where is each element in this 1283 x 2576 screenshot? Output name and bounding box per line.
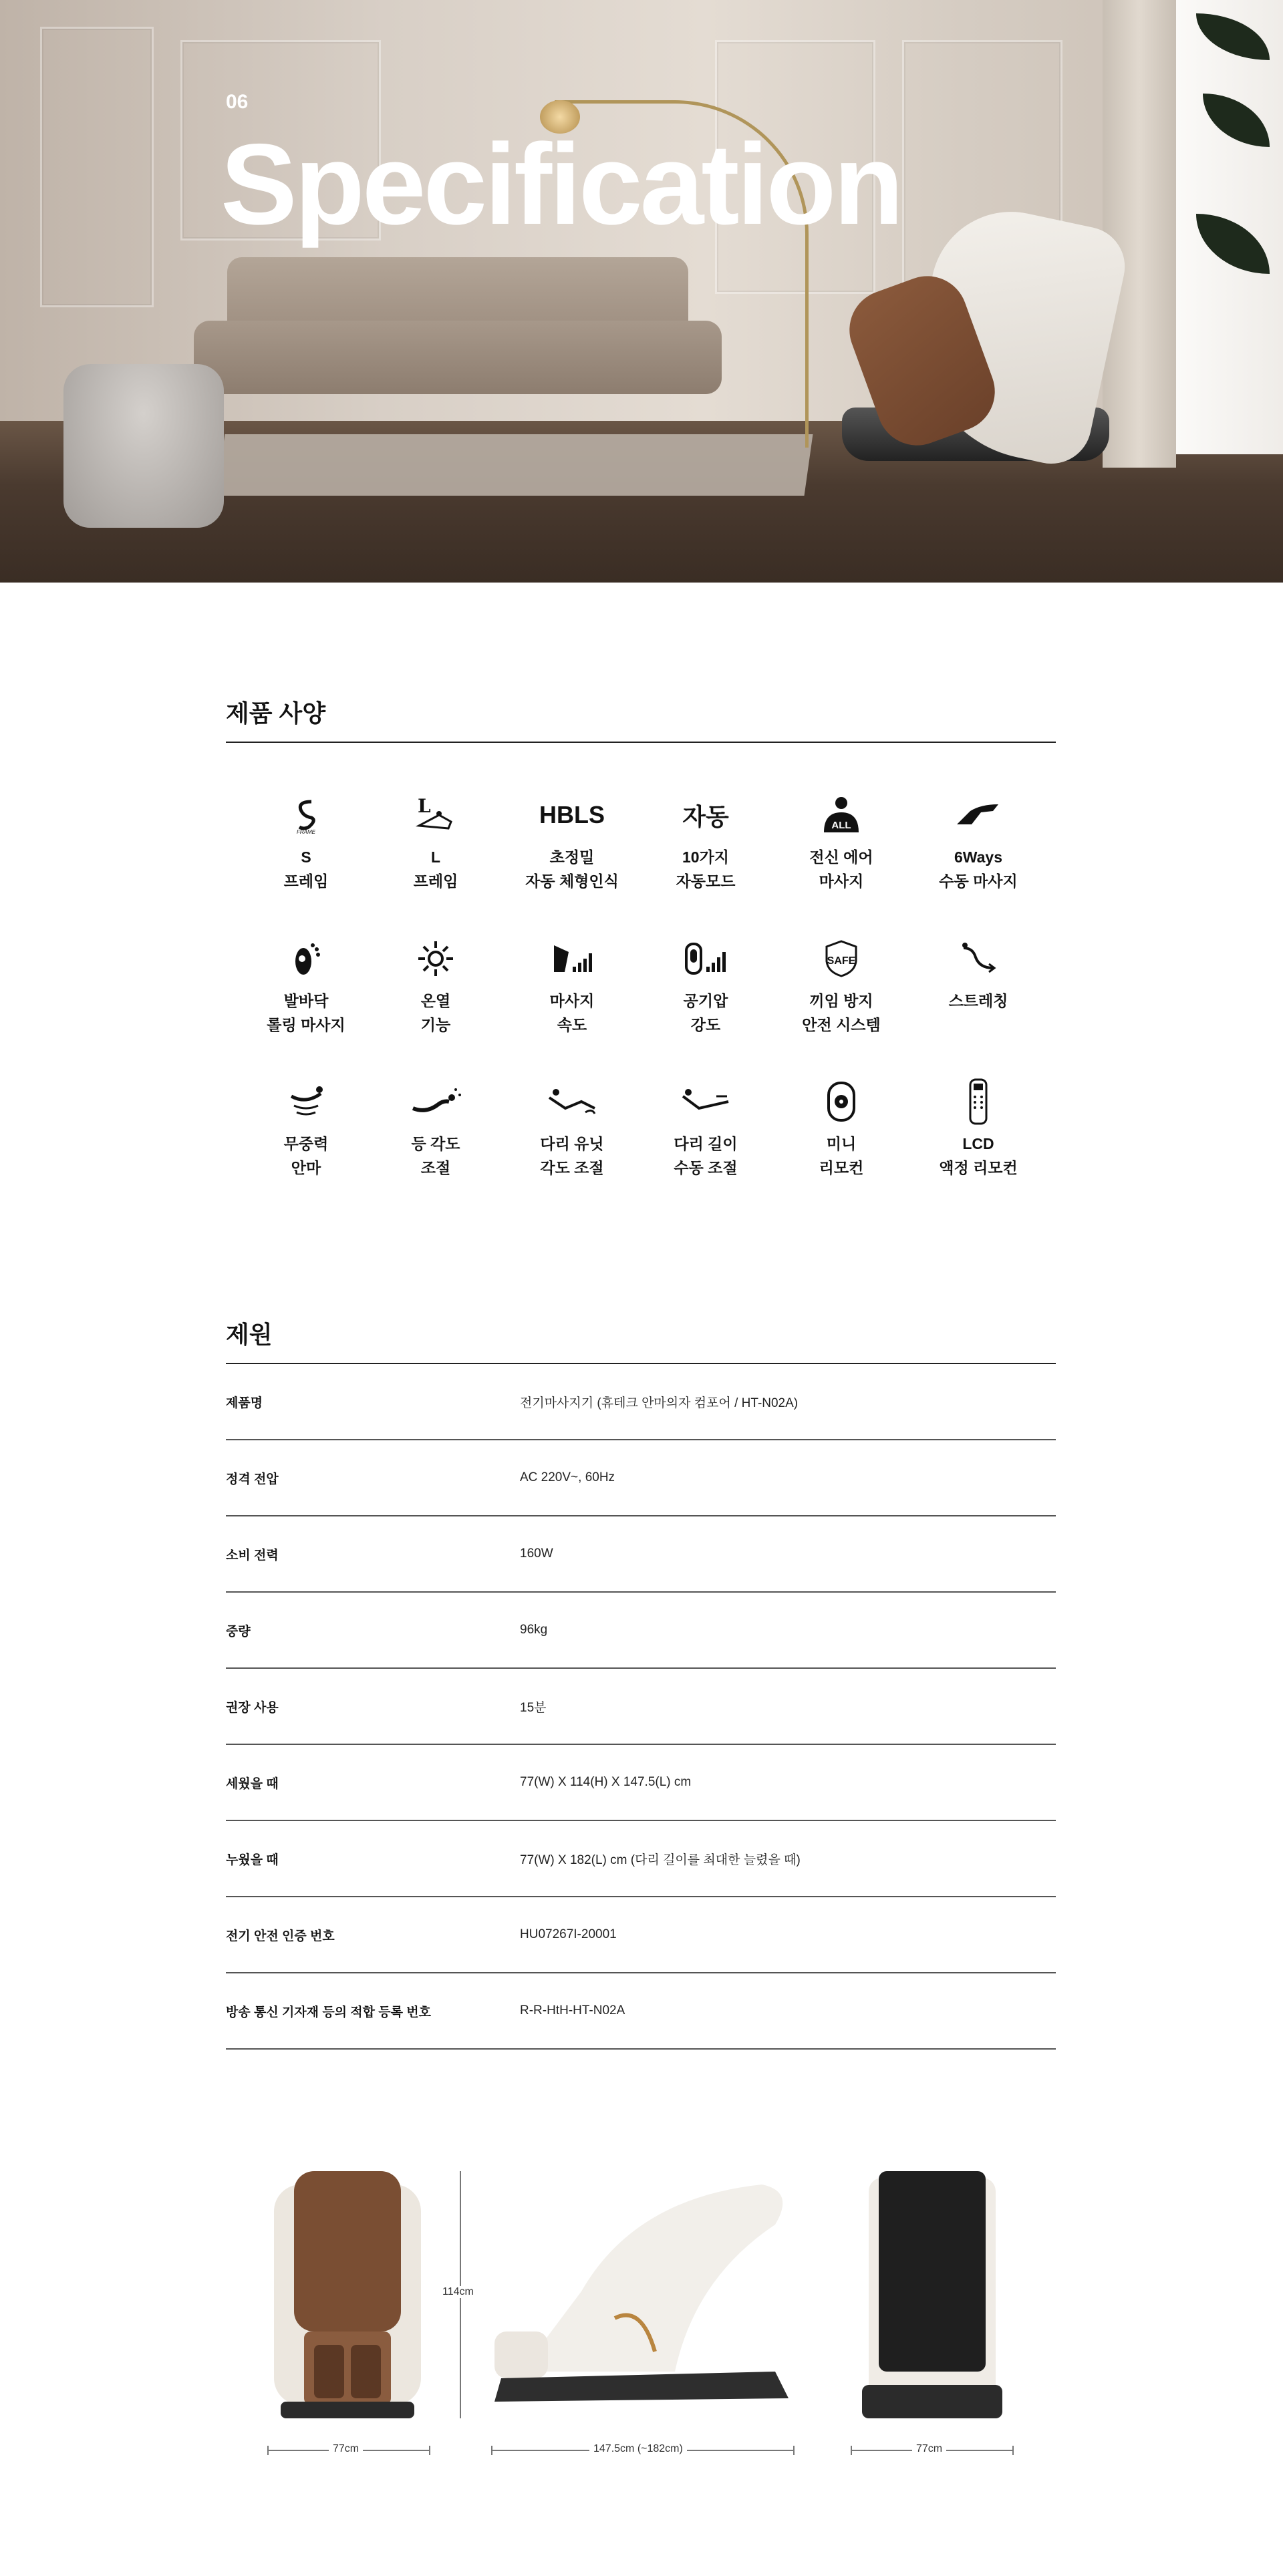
feature-label-line1: 마사지: [549, 992, 595, 1009]
mini-remote-icon: [774, 1078, 908, 1125]
wall-panel: [40, 27, 154, 307]
feature-label-line1: 미니: [826, 1135, 857, 1152]
spec-label: 세웠을 때: [226, 1776, 279, 1791]
feature-label-line2: 자동 체형인식: [525, 872, 619, 890]
spec-row: [226, 1821, 1056, 1897]
dim-tick: [429, 2446, 430, 2455]
dim-tick: [267, 2446, 269, 2455]
dim-tick: [1012, 2446, 1014, 2455]
feature-label-line1: 스트레칭: [948, 992, 1008, 1009]
feature-icon-text: 자동: [682, 802, 729, 830]
feature-label-line1: 끼임 방지: [809, 992, 873, 1009]
lcd-remote-icon: [911, 1078, 1045, 1125]
feature-label-line2: 속도: [557, 1016, 587, 1033]
svg-text:FRAME: FRAME: [297, 829, 315, 835]
feature-label-line2: 프레임: [283, 872, 329, 890]
spec-row: [226, 1669, 1056, 1745]
spec-row: [226, 1516, 1056, 1593]
feature-item: [239, 1078, 373, 1180]
pouf: [63, 364, 224, 528]
foot-roller-icon: [239, 935, 373, 982]
spec-label: 권장 사용: [226, 1700, 279, 1715]
feature-label-line2: 각도 조절: [540, 1159, 604, 1176]
spec-label: 중량: [226, 1624, 251, 1639]
feature-label-line1: LCD: [962, 1135, 994, 1152]
spec-value: AC 220V~, 60Hz: [520, 1470, 615, 1484]
feature-label-line2: 강도: [690, 1016, 721, 1033]
feature-icon-text: HBLS: [539, 801, 605, 828]
hbls-icon: [505, 792, 639, 838]
feature-item: [911, 1078, 1045, 1180]
spec-row: [226, 1973, 1056, 2050]
l-frame-icon: [369, 792, 503, 838]
front-width-label: 77cm: [329, 2443, 363, 2455]
spec-label: 소비 전력: [226, 1548, 279, 1563]
feature-item: [505, 1078, 639, 1180]
features-rule: [226, 742, 1056, 743]
spec-label: 전기 안전 인증 번호: [226, 1929, 335, 1943]
feature-label-line1: 초정밀: [549, 848, 595, 866]
feature-item: [774, 792, 908, 893]
massage-speed-icon: [505, 935, 639, 982]
spec-row: [226, 1593, 1056, 1669]
feature-item: [369, 792, 503, 893]
feature-label-line1: L: [430, 848, 441, 866]
spec-label: 방송 통신 기자재 등의 적합 등록 번호: [226, 2005, 431, 2020]
feature-label-line1: 10가지: [682, 848, 730, 866]
feature-label-line1: 전신 에어: [809, 848, 873, 866]
svg-text:SAFE: SAFE: [827, 955, 856, 967]
feature-label-line2: 수동 조절: [674, 1159, 738, 1176]
side-length-label: 147.5cm (~182cm): [589, 2443, 687, 2455]
feature-item: [639, 792, 772, 893]
features-heading: 제품 사양: [226, 699, 326, 727]
leg-angle-icon: [505, 1078, 639, 1125]
feature-label-line2: 안마: [291, 1159, 321, 1176]
feature-item: [639, 935, 772, 1037]
spec-row: [226, 1364, 1056, 1440]
feature-label-line2: 기능: [420, 1016, 451, 1033]
feature-label-line1: 온열: [420, 992, 451, 1009]
all-body-air-icon: [774, 792, 908, 838]
section-number: 06: [226, 91, 249, 113]
dim-tick: [491, 2446, 492, 2455]
feature-item: [774, 935, 908, 1037]
dim-tick: [851, 2446, 852, 2455]
feature-label-line2: 안전 시스템: [802, 1016, 881, 1033]
sofa-seat: [194, 321, 722, 394]
stretching-icon: [911, 935, 1045, 982]
back-angle-icon: [369, 1078, 503, 1125]
feature-label-line2: 마사지: [819, 872, 864, 890]
back-width-label: 77cm: [912, 2443, 946, 2455]
feature-label-line2: 프레임: [413, 872, 458, 890]
feature-label-line1: 다리 유닛: [540, 1135, 604, 1152]
side-view-image: [481, 2171, 802, 2412]
feature-label-line2: 조절: [420, 1159, 451, 1176]
feature-label-line2: 자동모드: [676, 872, 736, 890]
spec-row: [226, 1440, 1056, 1516]
spec-label: 누웠을 때: [226, 1853, 279, 1867]
spec-label: 정격 전압: [226, 1472, 279, 1486]
safe-icon: [774, 935, 908, 982]
spec-value: 15분: [520, 1700, 547, 1715]
feature-item: [369, 1078, 503, 1180]
feature-item: [239, 792, 373, 893]
spec-value: HU07267I-20001: [520, 1927, 617, 1941]
feature-item: [505, 792, 639, 893]
feature-item: [774, 1078, 908, 1180]
air-pressure-icon: [639, 935, 772, 982]
dim-tick: [793, 2446, 795, 2455]
feature-item: [911, 935, 1045, 1013]
feature-label-line2: 액정 리모컨: [939, 1159, 1018, 1176]
feature-item: [505, 935, 639, 1037]
feature-label-line1: 무중력: [283, 1135, 329, 1152]
spec-value: 96kg: [520, 1623, 548, 1637]
feature-label-line2: 리모컨: [819, 1159, 864, 1176]
feature-item: [239, 935, 373, 1037]
feature-item: [911, 792, 1045, 893]
specs-heading: 제원: [226, 1321, 273, 1348]
zero-gravity-icon: [239, 1078, 373, 1125]
back-view-image: [852, 2164, 1012, 2425]
feature-item: [639, 1078, 772, 1180]
feature-label-line1: 6Ways: [954, 848, 1003, 866]
hand-massage-icon: [911, 792, 1045, 838]
feature-label-line1: 등 각도: [411, 1135, 460, 1152]
spec-value: 77(W) X 114(H) X 147.5(L) cm: [520, 1775, 692, 1789]
hero-banner: [0, 0, 1283, 583]
s-frame-icon: [239, 792, 373, 838]
svg-text:L: L: [418, 795, 431, 817]
feature-label-line2: 수동 마사지: [939, 872, 1018, 890]
spec-label: 제품명: [226, 1396, 263, 1410]
height-label: 114cm: [438, 2286, 478, 2298]
spec-value: R-R-HtH-HT-N02A: [520, 2003, 625, 2018]
feature-label-line1: 발바닥: [283, 992, 329, 1009]
spec-value: 전기마사지기 (휴테크 안마의자 컴포어 / HT-N02A): [520, 1396, 799, 1410]
spec-value: 160W: [520, 1547, 553, 1561]
auto-icon: [639, 792, 772, 838]
spec-value: 77(W) X 182(L) cm (다리 길이를 최대한 늘렸을 때): [520, 1853, 801, 1867]
feature-label-line2: 롤링 마사지: [267, 1016, 345, 1033]
front-view-image: [267, 2164, 428, 2425]
feature-label-line1: 공기압: [683, 992, 728, 1009]
spec-row: [226, 1897, 1056, 1973]
svg-text:ALL: ALL: [831, 820, 851, 831]
hero-title: Specification: [221, 120, 901, 249]
feature-label-line1: S: [301, 848, 311, 866]
heat-sun-icon: [369, 935, 503, 982]
feature-item: [369, 935, 503, 1037]
spec-row: [226, 1745, 1056, 1821]
feature-label-line1: 다리 길이: [674, 1135, 738, 1152]
leg-length-icon: [639, 1078, 772, 1125]
